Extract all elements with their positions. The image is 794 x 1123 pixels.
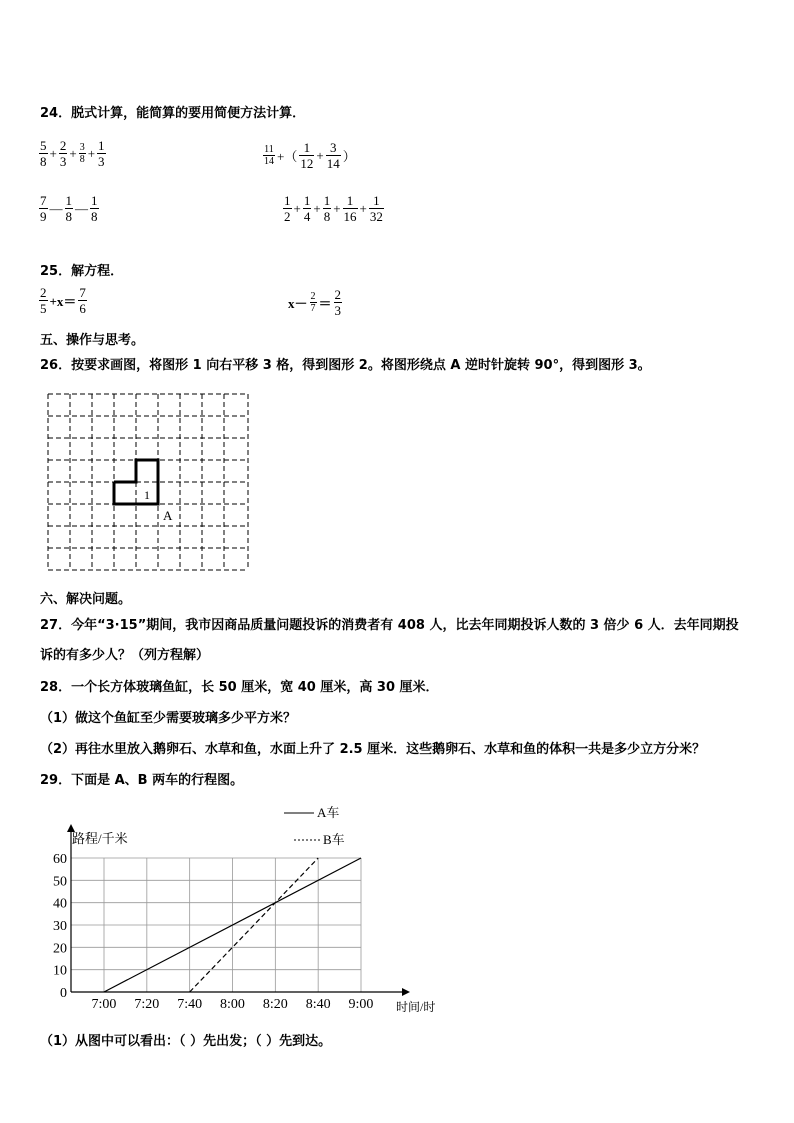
- x-axis-arrow: [402, 988, 410, 996]
- x-tick-label: 8:00: [220, 997, 245, 1012]
- point-a-label: A: [163, 508, 173, 523]
- x-tick-label: 7:00: [91, 997, 117, 1012]
- y-tick-label: 30: [53, 919, 67, 934]
- q28-sub-2: （2）再往水里放入鹅卵石、水草和鱼，水面上升了 2.5 厘米．这些鹅卵石、水草和鱼的体积一共是多少立方分米？: [40, 742, 706, 757]
- x-tick-label: 7:20: [134, 997, 160, 1012]
- fraction: $\frac{3}{14}$: [326, 140, 340, 171]
- legend-b-label: B车: [323, 832, 345, 847]
- q28-title: 28．一个长方体玻璃鱼缸，长 50 厘米，宽 40 厘米，高 30 厘米．: [40, 680, 439, 695]
- chart-grid: [71, 858, 361, 992]
- fraction: $\frac{1}{8}$: [65, 193, 72, 224]
- chart-axes: [67, 824, 410, 996]
- q26-grid-figure: [40, 386, 260, 576]
- fraction: $\frac{1}{8}$: [323, 193, 331, 224]
- fraction: $\frac{3}{8}$: [79, 142, 85, 165]
- q27-line-2: 诉的有多少人？（列方程解）: [40, 648, 210, 663]
- dashed-grid: [48, 394, 248, 570]
- section-6-heading: 六、解决问题。: [40, 592, 132, 607]
- x-tick-label: 7:40: [177, 997, 203, 1012]
- q24-expr-2: $\frac{11}{14}$ +（ $\frac{1}{12}$ + $\frac{3}{14}$ ）: [264, 140, 356, 171]
- fraction: $\frac{1}{16}$: [343, 193, 357, 224]
- q25-equation-2: x－ $\frac{2}{7}$ ＝ $\frac{2}{3}$: [288, 287, 342, 318]
- fraction: $\frac{7}{9}$: [40, 193, 47, 224]
- q24-expr-1: $\frac{5}{8}$ + $\frac{2}{3}$ + $\frac{3}{8}$ + $\frac{1}{3}$: [40, 138, 105, 169]
- fraction: $\frac{1}{2}$: [284, 193, 291, 224]
- fraction: $\frac{1}{3}$: [98, 138, 105, 169]
- fraction: $\frac{7}{6}$: [79, 285, 86, 316]
- q29-line-chart: [30, 796, 470, 1016]
- shape-1: [114, 460, 158, 504]
- fraction: $\frac{1}{8}$: [91, 193, 98, 224]
- x-tick-label: 9:00: [348, 997, 374, 1012]
- x-tick-label: 8:40: [305, 997, 331, 1012]
- fraction: $\frac{2}{5}$: [40, 285, 47, 316]
- q29-title: 29．下面是 A、B 两车的行程图。: [40, 773, 244, 788]
- q29-sub-1: （1）从图中可以看出：（ ）先出发；（ ）先到达。: [40, 1034, 332, 1049]
- q25-equation-1: $\frac{2}{5}$ +x＝ $\frac{7}{6}$: [40, 285, 86, 316]
- y-tick-label: 50: [53, 874, 67, 890]
- q24-expr-3: $\frac{7}{9}$ — $\frac{1}{8}$ — $\frac{1}{8}$: [40, 193, 98, 224]
- y-tick-label: 60: [53, 852, 67, 867]
- x-tick-label: 8:20: [262, 997, 288, 1012]
- y-axis-label: 路程/千米: [72, 831, 128, 846]
- y-tick-label: 0: [60, 986, 67, 1001]
- fraction: $\frac{1}{4}$: [303, 193, 311, 224]
- fraction: $\frac{2}{7}$: [310, 291, 316, 314]
- q24-expr-4: $\frac{1}{2}$ + $\frac{1}{4}$ + $\frac{1}{8}$ + $\frac{1}{16}$ + $\frac{1}{32}$: [284, 193, 383, 224]
- legend-a-label: A车: [317, 805, 340, 820]
- q25-title: 25．解方程．: [40, 264, 124, 279]
- section-5-heading: 五、操作与思考。: [40, 333, 145, 348]
- fraction: $\frac{5}{8}$: [40, 138, 47, 169]
- y-tick-label: 40: [53, 896, 67, 912]
- x-axis-label: 时间/时: [396, 1000, 436, 1014]
- shape-1-label: 1: [144, 488, 150, 502]
- q26-title: 26．按要求画图，将图形 1 向右平移 3 格，得到图形 2。将图形绕点 A 逆时针旋转 90°，得到图形 3。: [40, 358, 651, 373]
- fraction: $\frac{11}{14}$: [264, 144, 274, 167]
- fraction: $\frac{1}{32}$: [369, 193, 383, 224]
- q28-sub-1: （1）做这个鱼缸至少需要玻璃多少平方米？: [40, 711, 297, 726]
- q24-title: 24．脱式计算，能简算的要用简便方法计算．: [40, 106, 306, 121]
- q27-line-1: 27．今年“3·15”期间，我市因商品质量问题投诉的消费者有 408 人，比去年同期投诉人数的 3 倍少 6 人．去年同期投: [40, 618, 739, 633]
- fraction: $\frac{2}{3}$: [334, 287, 342, 318]
- y-tick-label: 10: [53, 963, 67, 979]
- fraction: $\frac{1}{12}$: [300, 140, 314, 171]
- y-tick-label: 20: [53, 941, 67, 957]
- fraction: $\frac{2}{3}$: [59, 138, 67, 169]
